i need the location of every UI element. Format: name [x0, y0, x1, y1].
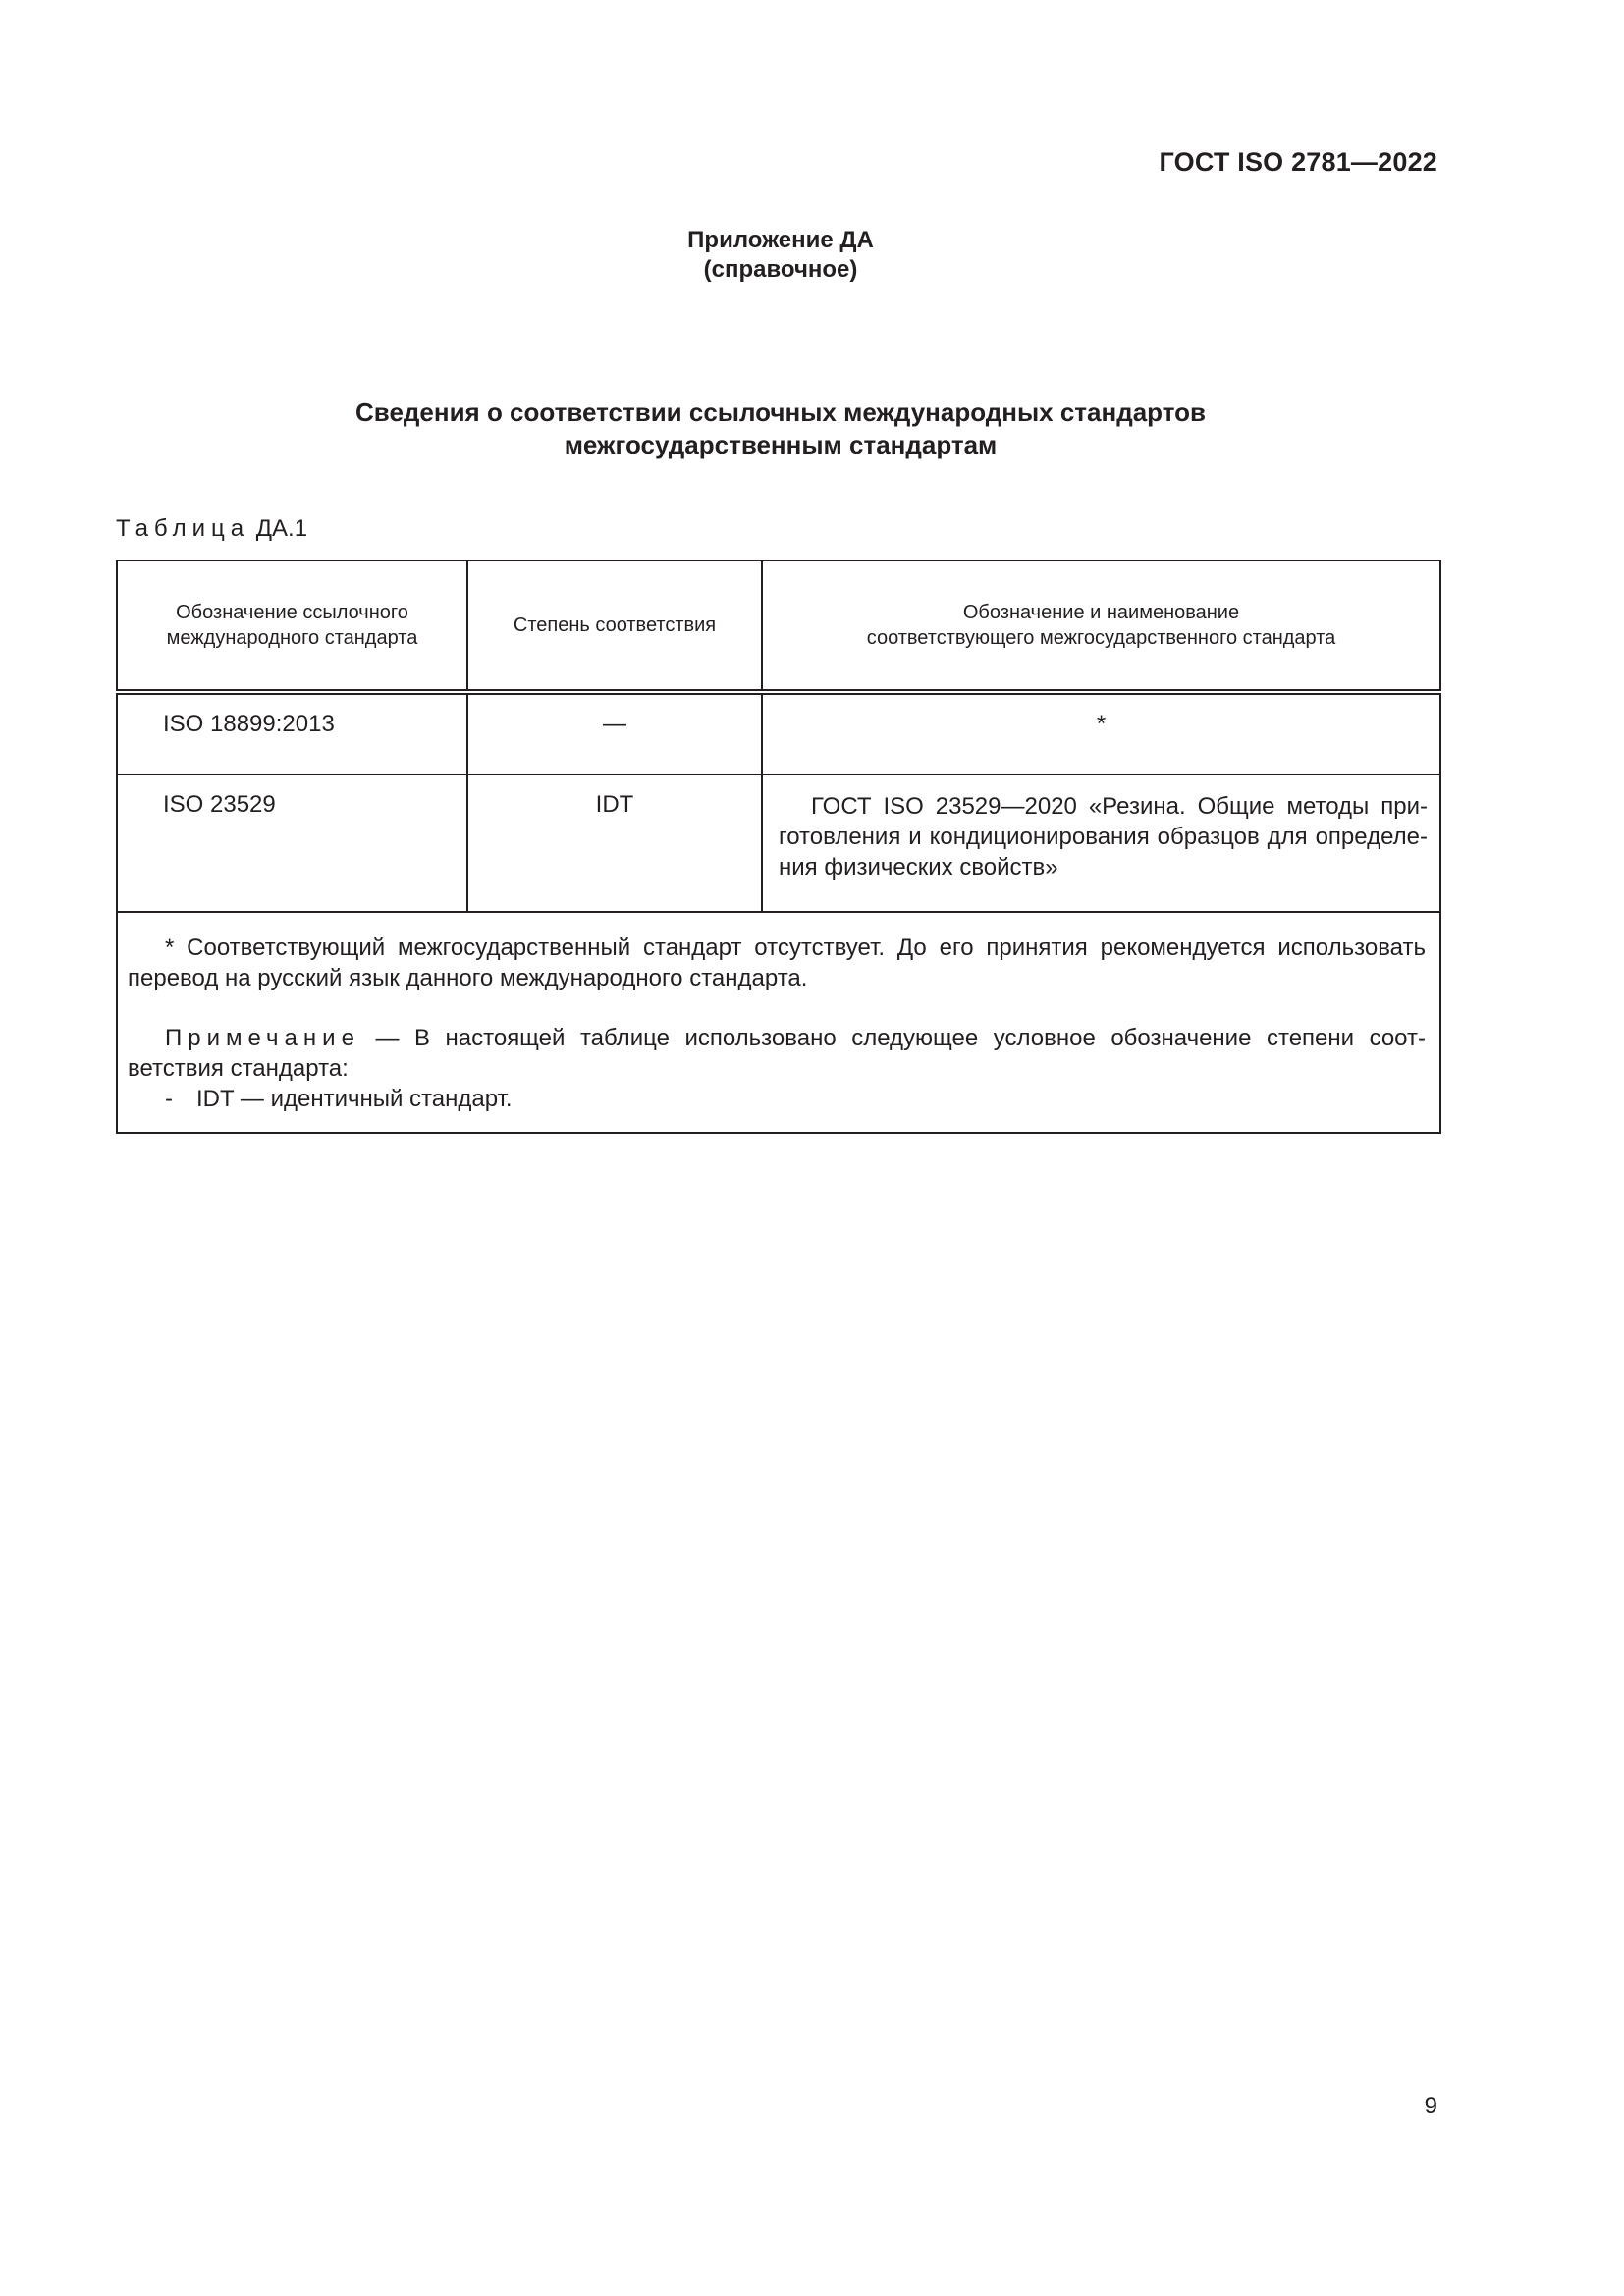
page-number: 9 [1424, 2093, 1437, 2119]
cell-intl-standard: ISO 23529 [117, 774, 467, 912]
table-notes-row [117, 912, 1440, 1133]
header-intl-standard-line-1: Обозначение ссылочного [176, 602, 408, 623]
cell-interstate-standard: ГОСТ ISO 23529—2020 «Резина. Общие методы приготовления и кондиционирования образцов для определения физических свойств» [762, 774, 1440, 912]
header-intl-standard [117, 561, 467, 692]
header-degree [467, 561, 762, 692]
section-title [0, 397, 1561, 461]
bullet-marker: - [165, 1086, 173, 1112]
cell-interstate-standard: * [762, 692, 1440, 774]
table-caption-number: ДА.1 [255, 515, 308, 542]
note-bullet [128, 1084, 1426, 1114]
annex-heading [0, 226, 1561, 285]
cell-intl-standard: ISO 18899:2013 [117, 692, 467, 774]
section-title-line-2: межгосударственным стандартам [564, 430, 998, 459]
table-caption-word: Таблица [116, 515, 250, 542]
bullet-text: IDT — идентичный стандарт. [196, 1086, 513, 1112]
header-degree-label: Степень соответствия [513, 614, 717, 636]
table-caption [116, 515, 307, 543]
header-interstate-line-2: соответствующего межгосударственного стандарта [866, 627, 1336, 649]
table-row [117, 774, 1440, 912]
header-intl-standard-line-2: международного стандарта [166, 627, 418, 649]
table-footnote: * Соответствующий межгосударственный стандарт отсутствует. До его принятия рекомендуется использовать перевод на русский язык данного международного стандарта. [128, 934, 1426, 991]
table-header-row [117, 561, 1440, 692]
document-code: ГОСТ ISO 2781—2022 [1159, 147, 1437, 177]
table-note [128, 1023, 1426, 1084]
cell-degree: IDT [467, 774, 762, 912]
table-notes [117, 912, 1440, 1133]
annex-label: Приложение ДА [687, 227, 874, 253]
correspondence-table [116, 560, 1441, 1134]
header-interstate-standard [762, 561, 1440, 692]
cell-degree: — [467, 692, 762, 774]
note-label: Примечание [165, 1025, 360, 1051]
annex-type: (справочное) [703, 256, 858, 283]
table-row [117, 692, 1440, 774]
note-text: — В настоящей таблице использовано следующее условное обозначение степени соответствия стандарта: [128, 1025, 1426, 1082]
header-interstate-line-1: Обозначение и наименование [962, 602, 1240, 623]
section-title-line-1: Сведения о соответствии ссылочных международных стандартов [355, 398, 1206, 427]
